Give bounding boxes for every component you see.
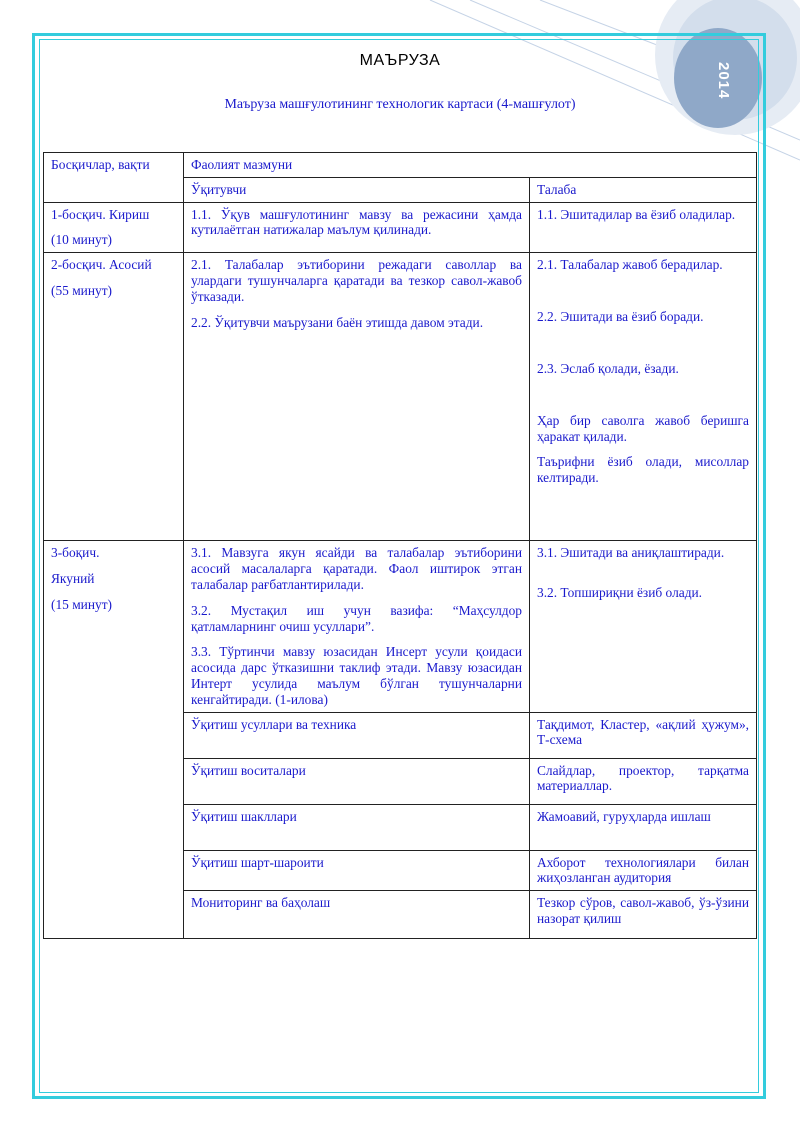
stage3-sub: Якуний (51, 571, 95, 587)
stage2-teacher (184, 253, 530, 541)
stage2-cell (44, 253, 184, 541)
header-student: Талаба (530, 177, 757, 202)
summary-label: Ўқитиш шакллари (184, 804, 530, 850)
stage2-name: 2-босқич. Асосий (51, 257, 152, 273)
stage3-teacher (184, 541, 530, 712)
stage1-teacher (184, 202, 530, 253)
page-title: МАЪРУЗА (359, 52, 441, 69)
stage1-time: (10 минут) (51, 232, 113, 248)
stage2-student-item: 2.3. Эслаб қолади, ёзади. (537, 360, 679, 376)
stage1-student-item: 1.1. Эшитадилар ва ёзиб оладилар. (537, 206, 736, 222)
stage3-teacher-item: 3.2. Мустақил иш учун вазифа: “Маҳсулдор қатламларнинг очиш усуллари”. (191, 602, 522, 634)
stage2-student (530, 253, 757, 541)
summary-value: Ахборот технологиялари билан жиҳозланган аудитория (530, 850, 757, 891)
stage1-teacher-item: 1.1. Ўқув машғулотининг мавзу ва режасини ҳамда кутилаётган натижалар маълум қилинади. (191, 206, 522, 238)
stage3-student-item: 3.1. Эшитади ва аниқлаштиради. (537, 545, 725, 561)
stage3-name: 3-боқич. (51, 545, 100, 561)
header-stages: Босқичлар, вақти (44, 153, 184, 203)
technology-card-table (43, 152, 757, 939)
header-content: Фаолият мазмуни (184, 153, 757, 178)
stage2-student-item: 2.2. Эшитади ва ёзиб боради. (537, 309, 704, 325)
stage1-student (530, 202, 757, 253)
summary-label: Ўқитиш воситалари (184, 758, 530, 804)
stage3-time: (15 минут) (51, 596, 113, 612)
stage2-student-item: 2.1. Талабалар жавоб берадилар. (537, 257, 723, 273)
summary-value: Тақдимот, Кластер, «ақлий ҳужум», Т-схема (530, 712, 757, 758)
stage3-student (530, 541, 757, 712)
stage2-teacher-item: 2.2. Ўқитувчи маърузани баён этишда давом этади. (191, 314, 484, 330)
stage2-teacher-item: 2.1. Талабалар эътиборини режадаги саволлар ва улардаги тушунчаларга қаратади ва тезкор савол-жавоб ўтказади. (191, 257, 522, 304)
stage1-row (44, 202, 757, 253)
stage2-student-item: Ҳар бир саволга жавоб беришга ҳаракат қилади. (537, 412, 749, 444)
summary-label: Ўқитиш шарт-шароити (184, 850, 530, 891)
summary-value: Тезкор сўров, савол-жавоб, ўз-ўзини назорат қилиш (530, 891, 757, 939)
stage3-student-item: 3.2. Топшириқни ёзиб олади. (537, 585, 703, 601)
summary-label: Мониторинг ва баҳолаш (184, 891, 530, 939)
stage1-name: 1-босқич. Кириш (51, 206, 150, 222)
summary-value: Жамоавий, гуруҳларда ишлаш (530, 804, 757, 850)
stage3-row (44, 541, 757, 712)
page-subtitle: Маъруза машғулотининг технологик картаси (4-машғулот) (224, 97, 576, 112)
stage3-cell (44, 541, 184, 939)
summary-value: Слайдлар, проектор, тарқатма материаллар. (530, 758, 757, 804)
stage2-row (44, 253, 757, 541)
stage2-student-item: Таърифни ёзиб олади, мисоллар келтиради. (537, 454, 749, 486)
summary-label: Ўқитиш усуллари ва техника (184, 712, 530, 758)
year-badge: 2014 (715, 62, 732, 100)
header-teacher: Ўқитувчи (184, 177, 530, 202)
stage2-time: (55 минут) (51, 283, 113, 299)
table-header-row (44, 153, 757, 178)
stage3-teacher-item: 3.3. Тўртинчи мавзу юзасидан Инсерт усули қоидаси асосида дарс ўтказишни таклиф этади. Мавзу юзасидан Интерт усулида маълум бўлган тушунчаларни кенгайтиради. (1-илова) (191, 644, 522, 707)
stage3-teacher-item: 3.1. Мавзуга якун ясайди ва талабалар эътиборини асосий масалаларга қаратади. Фаол иштирок этган талабалар рағбатлантирилади. (191, 545, 522, 592)
stage1-cell (44, 202, 184, 253)
